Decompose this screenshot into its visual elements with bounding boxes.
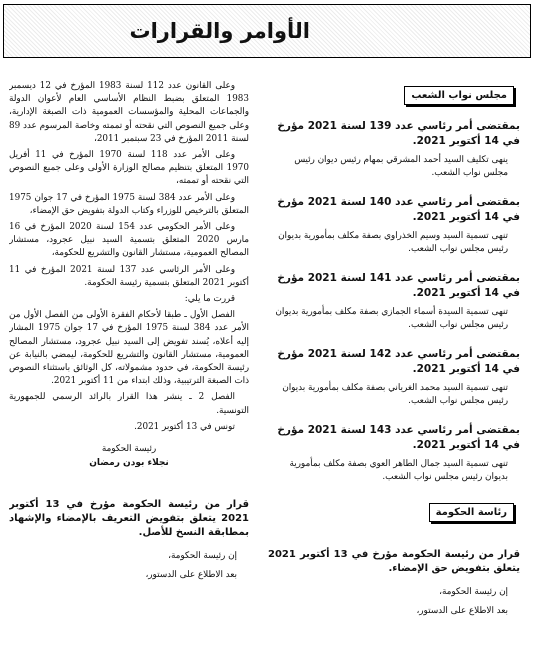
decree-body: تنهى تسمية السيد وسيم الخذراوي بصفة مكلف بمأمورية بديوان رئيس مجلس نواب الشعب.: [278, 231, 508, 254]
decree-item: [268, 347, 520, 408]
section-banner: [3, 4, 531, 58]
sub-decree-title: قرار من رئيسة الحكومة مؤرخ في 13 أكتوبر 2021 يتعلق بتفويض التعريف بالإمضاء والإشهاد بمطابقة النسخ للأصل.: [9, 499, 249, 539]
sub-decree-line: بعد الاطلاع على الدستور،: [416, 606, 508, 616]
decree-body: تنهى تسمية السيد جمال الطاهر العوي بصفة مكلف بمأمورية بديوان رئيس مجلس نواب الشعب.: [289, 459, 508, 482]
signature-name: نجلاء بودن رمضان: [89, 458, 169, 469]
decree-item: [268, 119, 520, 180]
article-2: الفصل 2 ـ ينشر هذا القرار بالرائد الرسمي للجمهورية التونسية.: [9, 392, 249, 416]
right-column: [268, 80, 520, 655]
decided-line: قررت ما يلي:: [184, 294, 235, 305]
sub-decree-line: إن رئيسة الحكومة،: [439, 587, 508, 597]
article-1: الفصل الأول ـ طبقا لأحكام الفقرة الأولى من الفصل الأول من الأمر عدد 384 لسنة 1975 المؤرخ في 17 جوان 1975 المشار إليه أعلاه، يُسند تفويض إلى السيد نبيل عجرود، مستشار المصالح العمومية، مستشار القانون والتشريع للحكومة، ليمضي بالنيابة عن رئيسة الحكومة، في حدود مشمولاته، كل الوثائق باستثناء النصوص ذات الصبغة الترتيبية، وذلك ابتداء من 11 أكتوبر 2021.: [9, 310, 249, 387]
preamble-paragraph: وعلى القانون عدد 112 لسنة 1983 المؤرخ في 12 ديسمبر 1983 المتعلق بضبط النظام الأساسي العام لأعوان الدولة والجماعات المحلية والمؤسسات العمومية ذات الصبغة الإدارية، وعلى جميع النصوص التي نقحته أو تممته وخاصة المرسوم عدد 89 لسنة 2011 المؤرخ في 23 سبتمبر 2011،: [9, 81, 249, 144]
left-column: [9, 80, 249, 655]
signature-title: رئيسة الحكومة: [101, 444, 157, 455]
decree-item: [268, 195, 520, 256]
decree-item: [268, 271, 520, 332]
decree-title: بمقتضى أمر رئاسي عدد 140 لسنة 2021 مؤرخ في 14 أكتوبر 2021.: [277, 196, 520, 223]
preamble-paragraph: وعلى الأمر عدد 384 لسنة 1975 المؤرخ في 17 جوان 1975 المتعلق بالترخيص للوزراء وكتاب الدولة بتفويض حق الإمضاء،: [9, 192, 249, 216]
section-label-parliament: مجلس نواب الشعب: [404, 86, 514, 105]
decree-body: تنهى تسمية السيدة أسماء الجمازي بصفة مكلف بمأمورية بديوان رئيس مجلس نواب الشعب.: [275, 307, 508, 330]
decree-body: ينهى تكليف السيد أحمد المشرقي بمهام رئيس ديوان رئيس مجلس نواب الشعب.: [294, 155, 508, 178]
page-title: الأوامر والقرارات: [129, 19, 310, 43]
decree-title: بمقتضى أمر رئاسي عدد 141 لسنة 2021 مؤرخ في 14 أكتوبر 2021.: [277, 272, 520, 299]
decree-title: بمقتضى أمر رئاسي عدد 139 لسنة 2021 مؤرخ في 14 أكتوبر 2021.: [277, 120, 520, 147]
decree-title: بمقتضى أمر رئاسي عدد 143 لسنة 2021 مؤرخ في 14 أكتوبر 2021.: [277, 424, 520, 451]
preamble-paragraph: وعلى الأمر عدد 118 لسنة 1970 المؤرخ في 11 أفريل 1970 المتعلق بتنظيم مصالح الوزارة الأولى وعلى جميع النصوص التي نقحته أو تممته،: [9, 150, 249, 187]
section-label-government: رئاسة الحكومة: [429, 503, 514, 522]
decree-item: [268, 423, 520, 484]
preamble-paragraph: وعلى الأمر الرئاسي عدد 137 لسنة 2021 المؤرخ في 11 أكتوبر 2021 المتعلق بتسمية رئيسة الحكومة.: [9, 264, 249, 288]
date-line: تونس في 13 أكتوبر 2021.: [134, 421, 235, 432]
sub-decree-line: إن رئيسة الحكومة،: [168, 551, 237, 562]
decree-body: تنهى تسمية السيد محمد الغرياني بصفة مكلف بمأمورية بديوان رئيس مجلس نواب الشعب.: [282, 383, 508, 406]
sub-decree-line: بعد الاطلاع على الدستور،: [145, 570, 237, 581]
decree-title: بمقتضى أمر رئاسي عدد 142 لسنة 2021 مؤرخ في 14 أكتوبر 2021.: [277, 348, 520, 375]
preamble-paragraph: وعلى الأمر الحكومي عدد 154 لسنة 2020 المؤرخ في 16 مارس 2020 المتعلق بتسمية السيد نبيل عجرود، مستشار المصالح العمومية، مستشار القانون والتشريع للحكومة،: [9, 222, 249, 259]
sub-decree-title: قرار من رئيسة الحكومة مؤرخ في 13 أكتوبر 2021 يتعلق بتفويض حق الإمضاء.: [268, 549, 520, 574]
